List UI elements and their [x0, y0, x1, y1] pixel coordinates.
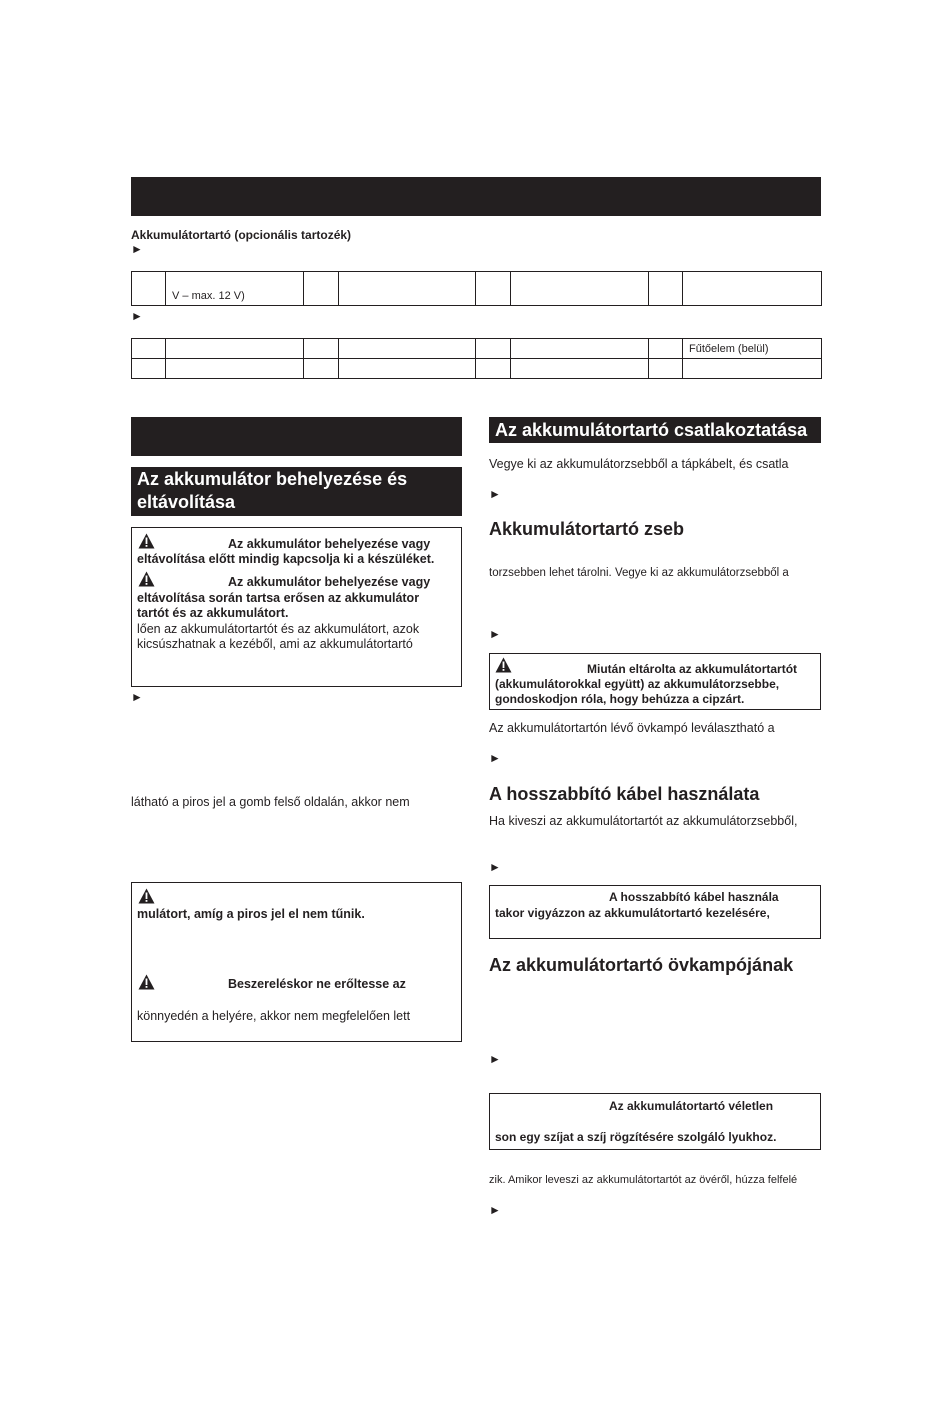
warning-icon	[138, 888, 155, 904]
table1-cell	[683, 272, 822, 306]
warn1-line2: eltávolítása előtt mindig kapcsolja ki a készüléket.	[137, 552, 435, 566]
warning-icon	[138, 533, 155, 549]
right-caution2-line2: son egy szíjat a szíj rögzítésére szolgáló lyukhoz.	[495, 1130, 777, 1144]
arrow-marker: ►	[131, 242, 143, 256]
arrow-marker: ►	[489, 751, 501, 765]
table2-cell	[132, 339, 166, 359]
warn2-line1: Az akkumulátor behelyezése vagy	[228, 575, 431, 589]
table2-cell	[304, 339, 339, 359]
left-paragraph-1: látható a piros jel a gomb felső oldalán, akkor nem	[131, 795, 410, 809]
right-paragraph-3: Az akkumulátortartón lévő övkampó leválasztható a	[489, 721, 775, 735]
table2-cell	[649, 339, 683, 359]
table2-cell	[649, 359, 683, 379]
arrow-marker: ►	[489, 1203, 501, 1217]
table1-cell	[132, 272, 166, 306]
warning-icon	[138, 571, 155, 587]
table2-cell	[304, 359, 339, 379]
right-paragraph-1: Vegye ki az akkumulátorzsebből a tápkábelt, és csatla	[489, 457, 789, 471]
left-section-bar	[131, 417, 462, 456]
right-caution2-line1: Az akkumulátortartó véletlen	[609, 1099, 774, 1113]
arrow-marker: ►	[489, 627, 501, 641]
table2-cell	[476, 339, 511, 359]
warn4-note-line1: könnyedén a helyére, akkor nem megfelelően lett	[137, 1009, 411, 1023]
arrow-marker: ►	[131, 690, 143, 704]
warn4-line1: Beszereléskor ne erőltesse az	[228, 977, 406, 991]
accessory-title: Akkumulátortartó (opcionális tartozék)	[131, 228, 352, 242]
table1-cell	[649, 272, 683, 306]
spec-table-2	[131, 338, 822, 379]
spec-table-1	[131, 271, 822, 306]
extension-cable-heading: A hosszabbító kábel használata	[489, 784, 760, 804]
right-paragraph-4: Ha kiveszi az akkumulátortartót az akkumulátorzsebből,	[489, 814, 798, 828]
table2-cell	[166, 339, 304, 359]
arrow-marker: ►	[131, 309, 143, 323]
right-caution1-line2: takor vigyázzon az akkumulátortartó kezelésére,	[495, 906, 770, 920]
arrow-marker: ►	[489, 860, 501, 874]
left-heading-line-1: Az akkumulátor behelyezése és	[137, 469, 408, 489]
table2-cell	[339, 359, 476, 379]
arrow-marker: ►	[489, 487, 501, 501]
warn2-line3: tartót és az akkumulátort.	[137, 606, 289, 620]
warn2-note-line2: kicsúszhatnak a kezéből, ami az akkumulátortartó	[137, 637, 413, 651]
right-caution1-line1: A hosszabbító kábel használa	[609, 890, 779, 904]
arrow-marker: ►	[489, 1052, 501, 1066]
right-heading-bar-text: Az akkumulátortartó csatlakoztatása	[495, 420, 808, 440]
pocket-heading: Akkumulátortartó zseb	[489, 519, 685, 539]
table1-cell	[511, 272, 649, 306]
right-paragraph-2: torzsebben lehet tárolni. Vegye ki az akkumulátorzsebből a	[489, 567, 789, 579]
right-warn1-line2: (akkumulátorokkal együtt) az akkumulátorzsebbe,	[495, 677, 780, 691]
table2-cell	[511, 359, 649, 379]
right-warn1-line1: Miután eltárolta az akkumulátortartót	[587, 662, 798, 676]
table2-cell: Fűtőelem (belül)	[683, 339, 822, 359]
right-warn1-line3: gondoskodjon róla, hogy behúzza a cipzárt.	[495, 692, 745, 706]
warn2-note-line1: lően az akkumulátortartót és az akkumulátort, azok	[137, 622, 420, 636]
table1-cell	[339, 272, 476, 306]
table1-cell: V – max. 12 V)	[166, 272, 304, 306]
table2-cell	[339, 339, 476, 359]
table1-cell	[304, 272, 339, 306]
left-heading-line-2: eltávolítása	[137, 492, 236, 512]
table2-cell	[511, 339, 649, 359]
left-heading	[131, 467, 462, 516]
table2-cell	[683, 359, 822, 379]
table1-cell	[476, 272, 511, 306]
top-header-bar	[131, 177, 821, 216]
warn3-line2: mulátort, amíg a piros jel el nem tűnik.	[137, 907, 365, 921]
right-heading-bar	[489, 417, 821, 443]
table2-cell	[166, 359, 304, 379]
table2-cell	[132, 359, 166, 379]
warn2-line2: eltávolítása során tartsa erősen az akkumulátor	[137, 591, 420, 605]
warn1-line1: Az akkumulátor behelyezése vagy	[228, 537, 431, 551]
warning-icon	[138, 974, 155, 990]
table2-cell	[476, 359, 511, 379]
right-paragraph-5: zik. Amikor leveszi az akkumulátortartót az övéről, húzza felfelé	[489, 1174, 798, 1186]
belt-hook-heading: Az akkumulátortartó övkampójának	[489, 955, 794, 975]
warning-icon	[495, 657, 512, 673]
